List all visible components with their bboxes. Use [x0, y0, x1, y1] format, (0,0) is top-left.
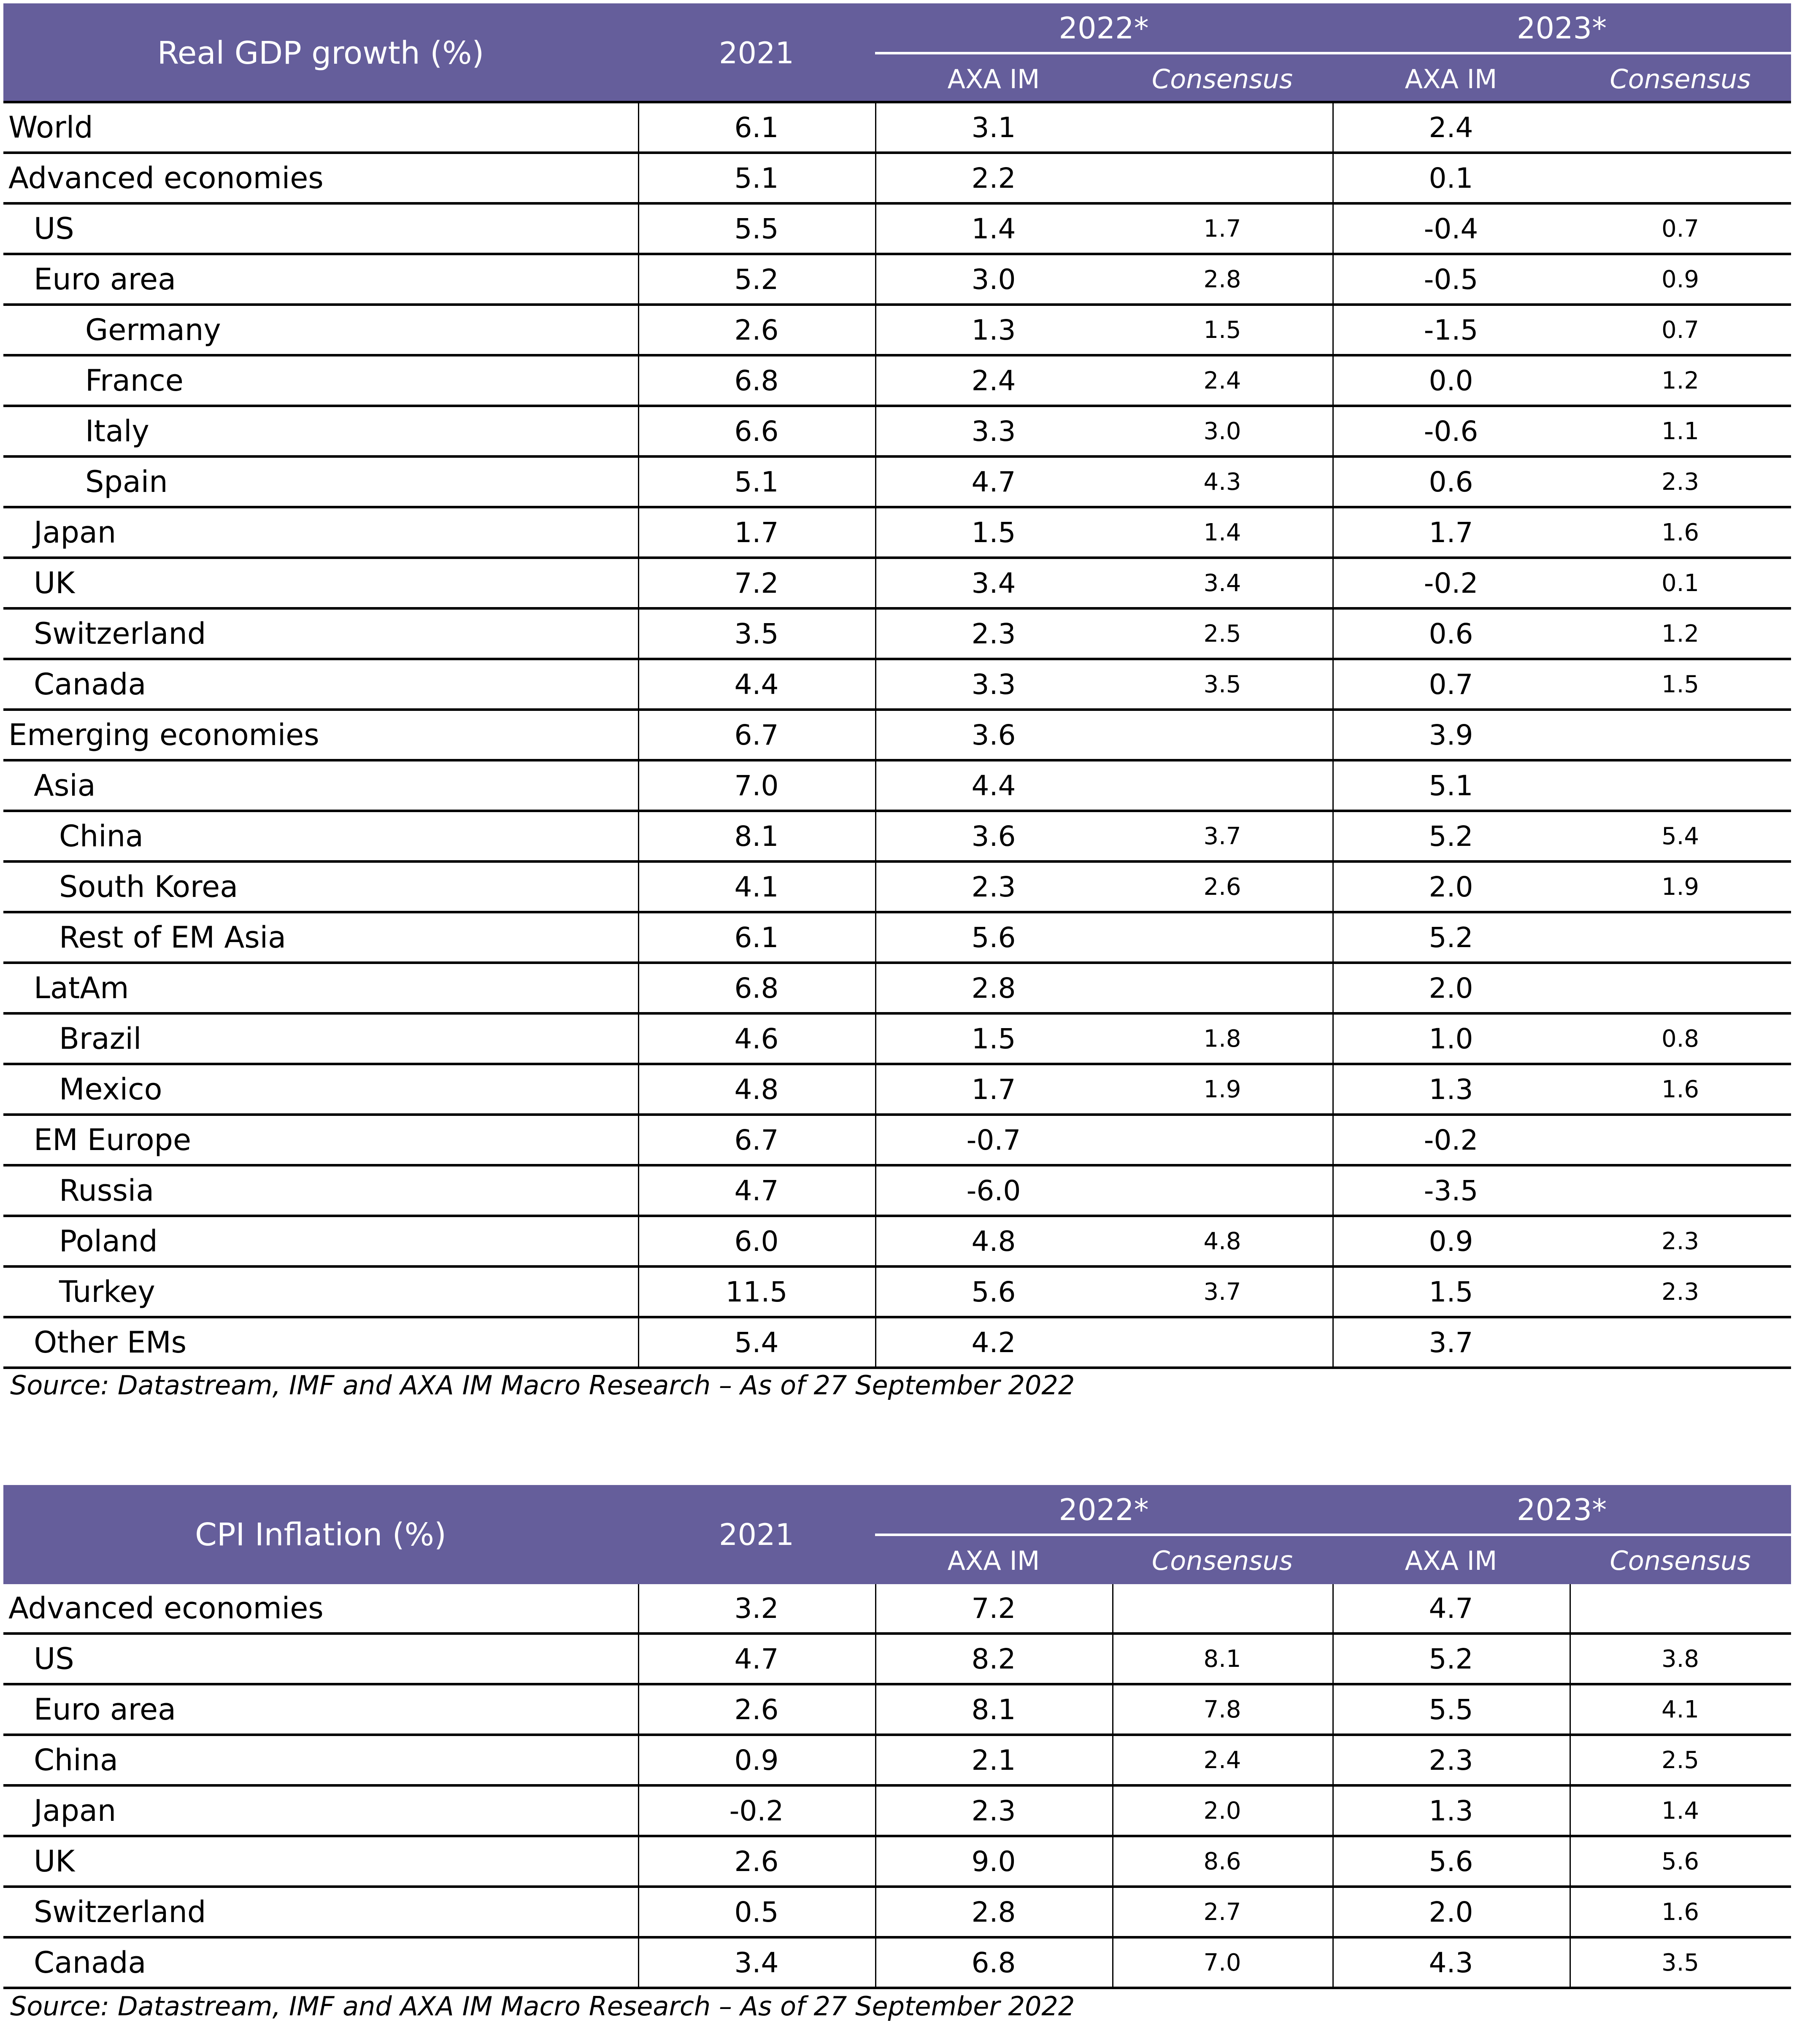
table-row: [3, 711, 1791, 761]
cell-cons2022: 3.4: [1203, 569, 1241, 597]
cell-axa2022: 2.3: [971, 617, 1016, 650]
year-2022-header: 2022*: [1059, 1493, 1149, 1527]
column-divider: [1112, 1584, 1113, 1989]
cell-axa2022: 2.8: [971, 1895, 1016, 1928]
cell-axa2022: 3.3: [971, 415, 1016, 448]
cell-axa2022: -6.0: [966, 1174, 1021, 1207]
cell-cons2023: [1570, 1116, 1791, 1164]
table-row: [3, 964, 1791, 1015]
row-label: US: [34, 1642, 74, 1676]
cell-axa2022: 4.2: [971, 1326, 1016, 1359]
cell-v2021: 0.9: [734, 1744, 779, 1777]
cell-cons2022: [1112, 1116, 1332, 1164]
cell-axa2022: 1.3: [971, 313, 1016, 346]
consensus-2023-header: Consensus: [1610, 64, 1751, 95]
cell-cons2022: 3.5: [1203, 670, 1241, 698]
source-note: Source: Datastream, IMF and AXA IM Macro Research – As of 27 September 2022: [10, 1991, 1075, 2022]
table-body: [3, 103, 1791, 1369]
table-title: Real GDP growth (%): [157, 35, 484, 71]
table-row: [3, 154, 1791, 205]
column-divider: [875, 103, 876, 1369]
table-row: [3, 1217, 1791, 1268]
row-label: Japan: [34, 515, 116, 550]
cell-axa2023: 3.7: [1429, 1326, 1473, 1359]
cell-axa2023: 2.4: [1429, 111, 1473, 144]
cell-axa2023: 1.0: [1429, 1022, 1473, 1055]
table-row: [3, 660, 1791, 711]
cell-axa2023: 0.6: [1429, 617, 1473, 650]
row-label: World: [8, 110, 93, 145]
axa-im-2023-header: AXA IM: [1405, 64, 1497, 95]
cell-cons2022: 2.5: [1203, 620, 1241, 648]
cell-axa2022: 9.0: [971, 1845, 1016, 1878]
cell-cons2023: 2.3: [1661, 1227, 1699, 1255]
column-divider: [875, 1584, 876, 1989]
cell-cons2022: 1.8: [1203, 1025, 1241, 1053]
cell-axa2023: 2.3: [1429, 1744, 1473, 1777]
cell-v2021: 4.7: [734, 1174, 779, 1207]
consensus-2022-header: Consensus: [1151, 1545, 1293, 1576]
cell-v2021: 11.5: [725, 1275, 788, 1308]
row-label: Asia: [34, 768, 96, 803]
cell-cons2023: 1.6: [1661, 1898, 1699, 1926]
cell-cons2023: [1570, 1318, 1791, 1366]
table-row: [3, 1584, 1791, 1635]
table-body: [3, 1584, 1791, 1989]
cell-v2021: 3.4: [734, 1946, 779, 1979]
cell-v2021: 6.7: [734, 718, 779, 751]
table-header: [3, 3, 1791, 103]
row-label: LatAm: [34, 971, 129, 1005]
table-row: [3, 1635, 1791, 1685]
cell-cons2023: 1.5: [1661, 670, 1699, 698]
cell-cons2022: 2.6: [1203, 873, 1241, 901]
cell-v2021: 3.5: [734, 617, 779, 650]
cell-cons2023: 1.1: [1661, 417, 1699, 445]
cell-cons2022: 4.8: [1203, 1227, 1241, 1255]
cell-cons2022: 1.7: [1203, 215, 1241, 243]
row-label: EM Europe: [34, 1123, 192, 1157]
cell-cons2023: [1570, 761, 1791, 810]
column-divider: [1332, 103, 1334, 1369]
table-header: [3, 1485, 1791, 1584]
row-label: Poland: [59, 1224, 158, 1258]
table-row: [3, 1166, 1791, 1217]
cell-cons2022: [1112, 761, 1332, 810]
table-row: [3, 610, 1791, 660]
cell-axa2022: 2.8: [971, 972, 1016, 1004]
cell-v2021: 6.8: [734, 972, 779, 1004]
cell-axa2023: 1.5: [1429, 1275, 1473, 1308]
table-row: [3, 1888, 1791, 1939]
cell-axa2023: 4.7: [1429, 1592, 1473, 1625]
cell-cons2022: [1112, 154, 1332, 202]
cell-axa2022: 1.4: [971, 212, 1016, 245]
cell-axa2023: 5.2: [1429, 820, 1473, 853]
cell-axa2022: 3.1: [971, 111, 1016, 144]
cell-v2021: -0.2: [729, 1794, 784, 1827]
cell-axa2023: 5.2: [1429, 921, 1473, 954]
cell-cons2023: 1.6: [1661, 518, 1699, 546]
table-title: CPI Inflation (%): [195, 1516, 446, 1553]
cell-axa2022: 8.1: [971, 1693, 1016, 1726]
cell-axa2022: 3.4: [971, 567, 1016, 599]
cell-v2021: 3.2: [734, 1592, 779, 1625]
row-label: Emerging economies: [8, 718, 319, 752]
cell-axa2023: -0.6: [1424, 415, 1478, 448]
cell-axa2023: 3.9: [1429, 718, 1473, 751]
row-label: Japan: [34, 1793, 116, 1828]
table-row: [3, 1318, 1791, 1369]
cell-axa2022: 4.8: [971, 1225, 1016, 1258]
cell-axa2023: 1.3: [1429, 1794, 1473, 1827]
axa-im-2023-header: AXA IM: [1405, 1545, 1497, 1576]
cell-axa2022: 4.4: [971, 769, 1016, 802]
cell-axa2023: 0.0: [1429, 364, 1473, 397]
table-row: [3, 1065, 1791, 1116]
cell-cons2023: [1570, 964, 1791, 1012]
cell-cons2022: [1112, 1584, 1332, 1632]
cell-v2021: 4.1: [734, 870, 779, 903]
table-row: [3, 1116, 1791, 1166]
cell-axa2022: 2.1: [971, 1744, 1016, 1777]
cell-axa2022: 5.6: [971, 921, 1016, 954]
cell-cons2023: 0.7: [1661, 316, 1699, 344]
cell-cons2022: 2.4: [1203, 367, 1241, 394]
table-row: [3, 205, 1791, 255]
row-label: Russia: [59, 1173, 154, 1208]
cell-cons2023: 3.8: [1661, 1645, 1699, 1673]
cell-v2021: 2.6: [734, 1693, 779, 1726]
cell-axa2022: 4.7: [971, 465, 1016, 498]
cell-cons2023: 2.3: [1661, 1278, 1699, 1306]
cell-cons2022: 3.0: [1203, 417, 1241, 445]
column-divider: [638, 1584, 639, 1989]
cell-axa2023: 5.2: [1429, 1642, 1473, 1675]
row-label: France: [85, 363, 184, 398]
cell-cons2022: 8.6: [1203, 1847, 1241, 1875]
row-label: China: [34, 1743, 118, 1777]
cell-axa2022: 2.3: [971, 870, 1016, 903]
cell-cons2022: [1112, 913, 1332, 961]
table-row: [3, 458, 1791, 508]
cell-v2021: 5.1: [734, 162, 779, 194]
column-divider: [1332, 1584, 1334, 1989]
cell-cons2022: [1112, 1166, 1332, 1215]
header-divider: [875, 52, 1791, 54]
cell-axa2022: 7.2: [971, 1592, 1016, 1625]
cell-v2021: 7.0: [734, 769, 779, 802]
cell-cons2023: 4.1: [1661, 1696, 1699, 1723]
cell-axa2022: 2.3: [971, 1794, 1016, 1827]
row-label: Brazil: [59, 1021, 142, 1056]
cell-cons2023: [1570, 154, 1791, 202]
row-label: UK: [34, 566, 75, 600]
row-label: Switzerland: [34, 1895, 206, 1929]
cell-cons2022: 7.0: [1203, 1949, 1241, 1976]
table-row: [3, 1787, 1791, 1837]
table-row: [3, 407, 1791, 458]
cell-cons2022: 7.8: [1203, 1696, 1241, 1723]
cell-axa2023: -0.2: [1424, 567, 1478, 599]
cell-cons2023: 0.9: [1661, 265, 1699, 293]
cell-axa2022: 1.5: [971, 1022, 1016, 1055]
cell-axa2022: 1.5: [971, 516, 1016, 549]
cell-cons2022: 2.4: [1203, 1746, 1241, 1774]
cell-cons2023: 1.6: [1661, 1075, 1699, 1103]
row-label: Canada: [34, 667, 146, 702]
cell-v2021: 2.6: [734, 1845, 779, 1878]
cell-v2021: 4.6: [734, 1022, 779, 1055]
row-label: Euro area: [34, 1692, 176, 1727]
column-divider: [1570, 1584, 1571, 1989]
cell-axa2023: 0.9: [1429, 1225, 1473, 1258]
column-2021-header: 2021: [719, 35, 794, 70]
cell-axa2023: 5.1: [1429, 769, 1473, 802]
cell-cons2023: 2.3: [1661, 468, 1699, 496]
cell-cons2023: [1570, 1584, 1791, 1632]
cell-cons2023: [1570, 913, 1791, 961]
cell-cons2022: 1.4: [1203, 518, 1241, 546]
cell-axa2023: 2.0: [1429, 1895, 1473, 1928]
year-2022-header: 2022*: [1059, 11, 1149, 46]
cell-cons2023: 1.9: [1661, 873, 1699, 901]
cell-v2021: 5.5: [734, 212, 779, 245]
row-label: Advanced economies: [8, 1591, 324, 1625]
table-row: [3, 1939, 1791, 1989]
table-row: [3, 559, 1791, 610]
year-2023-header: 2023*: [1516, 11, 1607, 46]
cell-v2021: 0.5: [734, 1895, 779, 1928]
cell-v2021: 6.7: [734, 1123, 779, 1156]
table-row: [3, 255, 1791, 306]
source-note: Source: Datastream, IMF and AXA IM Macro Research – As of 27 September 2022: [10, 1370, 1075, 1401]
cell-cons2022: 1.9: [1203, 1075, 1241, 1103]
row-label: Advanced economies: [8, 161, 324, 195]
table-row: [3, 761, 1791, 812]
cell-v2021: 6.1: [734, 111, 779, 144]
cell-cons2023: 5.6: [1661, 1847, 1699, 1875]
table-row: [3, 863, 1791, 913]
row-label: South Korea: [59, 869, 238, 904]
column-2021-header: 2021: [719, 1517, 794, 1552]
cell-cons2022: 4.3: [1203, 468, 1241, 496]
cell-v2021: 1.7: [734, 516, 779, 549]
consensus-2023-header: Consensus: [1610, 1545, 1751, 1576]
table-row: [3, 356, 1791, 407]
cell-axa2022: 3.3: [971, 668, 1016, 701]
table-row: [3, 508, 1791, 559]
cell-axa2023: 5.5: [1429, 1693, 1473, 1726]
row-label: Turkey: [59, 1274, 155, 1309]
cell-v2021: 6.6: [734, 415, 779, 448]
cell-cons2022: [1112, 1318, 1332, 1366]
row-label: Italy: [85, 414, 149, 448]
cell-axa2023: 0.7: [1429, 668, 1473, 701]
cell-axa2022: 5.6: [971, 1275, 1016, 1308]
cell-cons2023: 1.2: [1661, 367, 1699, 394]
cell-v2021: 5.1: [734, 465, 779, 498]
cell-axa2023: 0.1: [1429, 162, 1473, 194]
year-2023-header: 2023*: [1516, 1493, 1607, 1527]
cell-axa2023: -0.4: [1424, 212, 1478, 245]
cell-v2021: 6.1: [734, 921, 779, 954]
cell-cons2022: 2.0: [1203, 1797, 1241, 1825]
cell-cons2023: 0.7: [1661, 215, 1699, 243]
cell-v2021: 7.2: [734, 567, 779, 599]
cell-cons2023: [1570, 1166, 1791, 1215]
cell-cons2022: 1.5: [1203, 316, 1241, 344]
axa-im-2022-header: AXA IM: [947, 1545, 1040, 1576]
cpi-inflation-table: [3, 1485, 1791, 2022]
cell-cons2023: [1570, 103, 1791, 151]
row-label: US: [34, 211, 74, 246]
cell-cons2022: 2.7: [1203, 1898, 1241, 1926]
table-row: [3, 306, 1791, 356]
cell-v2021: 6.0: [734, 1225, 779, 1258]
row-label: Other EMs: [34, 1325, 187, 1360]
cell-axa2022: 8.2: [971, 1642, 1016, 1675]
cell-v2021: 8.1: [734, 820, 779, 853]
cell-cons2023: 5.4: [1661, 822, 1699, 850]
gdp-growth-table: [3, 3, 1791, 1401]
row-label: UK: [34, 1844, 75, 1879]
cell-axa2023: -3.5: [1424, 1174, 1478, 1207]
cell-axa2022: 3.6: [971, 718, 1016, 751]
table-row: [3, 1015, 1791, 1065]
cell-cons2023: 1.2: [1661, 620, 1699, 648]
cell-v2021: 2.6: [734, 313, 779, 346]
row-label: Switzerland: [34, 616, 206, 651]
cell-axa2022: -0.7: [966, 1123, 1021, 1156]
cell-cons2023: 1.4: [1661, 1797, 1699, 1825]
cell-axa2023: 2.0: [1429, 870, 1473, 903]
table-row: [3, 1268, 1791, 1318]
cell-v2021: 4.8: [734, 1073, 779, 1106]
cell-axa2022: 6.8: [971, 1946, 1016, 1979]
row-label: Mexico: [59, 1072, 162, 1107]
cell-axa2023: 1.3: [1429, 1073, 1473, 1106]
cell-axa2023: 5.6: [1429, 1845, 1473, 1878]
header-divider: [875, 1534, 1791, 1536]
row-label: Rest of EM Asia: [59, 920, 286, 955]
cell-cons2023: [1570, 711, 1791, 759]
consensus-2022-header: Consensus: [1151, 64, 1293, 95]
cell-axa2022: 2.4: [971, 364, 1016, 397]
cell-cons2023: 2.5: [1661, 1746, 1699, 1774]
row-label: Euro area: [34, 262, 176, 297]
table-row: [3, 1685, 1791, 1736]
cell-axa2022: 2.2: [971, 162, 1016, 194]
row-label: China: [59, 819, 143, 853]
table-row: [3, 1837, 1791, 1888]
cell-axa2023: -1.5: [1424, 313, 1478, 346]
cell-cons2022: [1112, 711, 1332, 759]
cell-cons2022: [1112, 964, 1332, 1012]
cell-cons2022: 3.7: [1203, 822, 1241, 850]
axa-im-2022-header: AXA IM: [947, 64, 1040, 95]
cell-cons2023: 3.5: [1661, 1949, 1699, 1976]
row-label: Canada: [34, 1945, 146, 1980]
row-label: Spain: [85, 464, 168, 499]
cell-axa2023: -0.5: [1424, 263, 1478, 296]
cell-cons2023: 0.1: [1661, 569, 1699, 597]
column-divider: [638, 103, 639, 1369]
cell-cons2022: [1112, 103, 1332, 151]
cell-cons2022: 3.7: [1203, 1278, 1241, 1306]
cell-v2021: 4.7: [734, 1642, 779, 1675]
cell-cons2023: 0.8: [1661, 1025, 1699, 1053]
cell-axa2023: 1.7: [1429, 516, 1473, 549]
cell-v2021: 5.2: [734, 263, 779, 296]
cell-cons2022: 8.1: [1203, 1645, 1241, 1673]
table-row: [3, 913, 1791, 964]
table-row: [3, 103, 1791, 154]
cell-axa2023: -0.2: [1424, 1123, 1478, 1156]
cell-axa2023: 0.6: [1429, 465, 1473, 498]
row-label: Germany: [85, 313, 221, 347]
cell-axa2022: 3.6: [971, 820, 1016, 853]
cell-v2021: 5.4: [734, 1326, 779, 1359]
cell-cons2022: 2.8: [1203, 265, 1241, 293]
table-row: [3, 812, 1791, 863]
cell-axa2023: 4.3: [1429, 1946, 1473, 1979]
cell-axa2022: 1.7: [971, 1073, 1016, 1106]
cell-v2021: 6.8: [734, 364, 779, 397]
cell-axa2023: 2.0: [1429, 972, 1473, 1004]
table-row: [3, 1736, 1791, 1787]
cell-axa2022: 3.0: [971, 263, 1016, 296]
cell-v2021: 4.4: [734, 668, 779, 701]
